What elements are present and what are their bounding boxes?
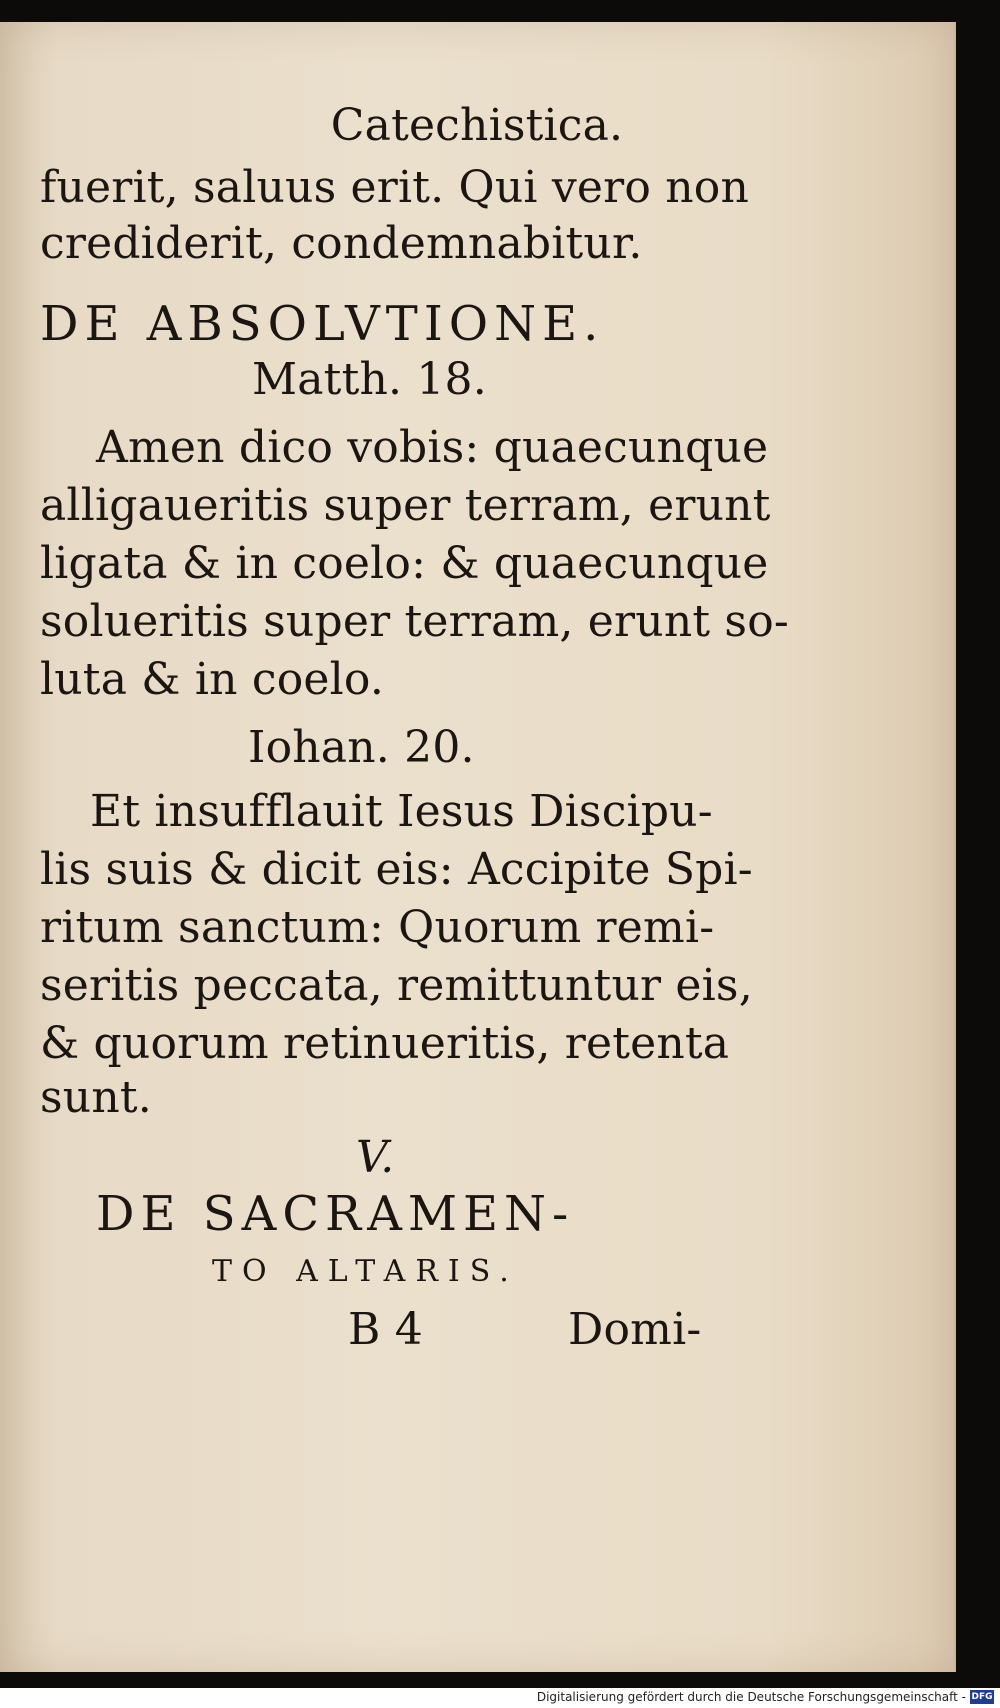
signature-mark: B 4 xyxy=(348,1304,423,1355)
text-line: & quorum retinueritis, retenta xyxy=(40,1018,730,1069)
text-line: sunt. xyxy=(40,1072,152,1123)
text-line: ligata & in coelo: & quaecunque xyxy=(40,538,769,589)
text-line: alligaueritis super terram, erunt xyxy=(40,480,771,531)
text-line: fuerit, saluus erit. Qui vero non xyxy=(40,162,749,213)
digitization-credit: Digitalisierung gefördert durch die Deutsche Forschungsgemeinschaft - xyxy=(536,1690,966,1704)
scripture-reference: Matth. 18. xyxy=(252,354,487,405)
text-line: luta & in coelo. xyxy=(40,654,385,705)
text-line: solueritis super terram, erunt so- xyxy=(40,596,789,647)
chapter-numeral: V. xyxy=(356,1132,395,1183)
catchword: Domi- xyxy=(568,1304,702,1355)
section-subheading: TO ALTARIS. xyxy=(212,1254,519,1289)
text-line: crediderit, condemnabitur. xyxy=(40,218,643,269)
text-line: ritum sanctum: Quorum remi- xyxy=(40,902,715,953)
text-line: seritis peccata, remittuntur eis, xyxy=(40,960,753,1011)
section-heading: DE ABSOLVTIONE. xyxy=(40,296,605,352)
running-head: Catechistica. xyxy=(330,100,624,151)
text-line: Amen dico vobis: quaecunque xyxy=(96,422,769,473)
text-line: lis suis & dicit eis: Accipite Spi- xyxy=(40,844,753,895)
scripture-reference: Iohan. 20. xyxy=(248,722,475,773)
text-line: Et insufflauit Iesus Discipu- xyxy=(90,786,713,837)
book-page xyxy=(0,22,956,1672)
dfg-logo: DFG xyxy=(971,1692,993,1702)
section-heading: DE SACRAMEN- xyxy=(96,1186,575,1242)
